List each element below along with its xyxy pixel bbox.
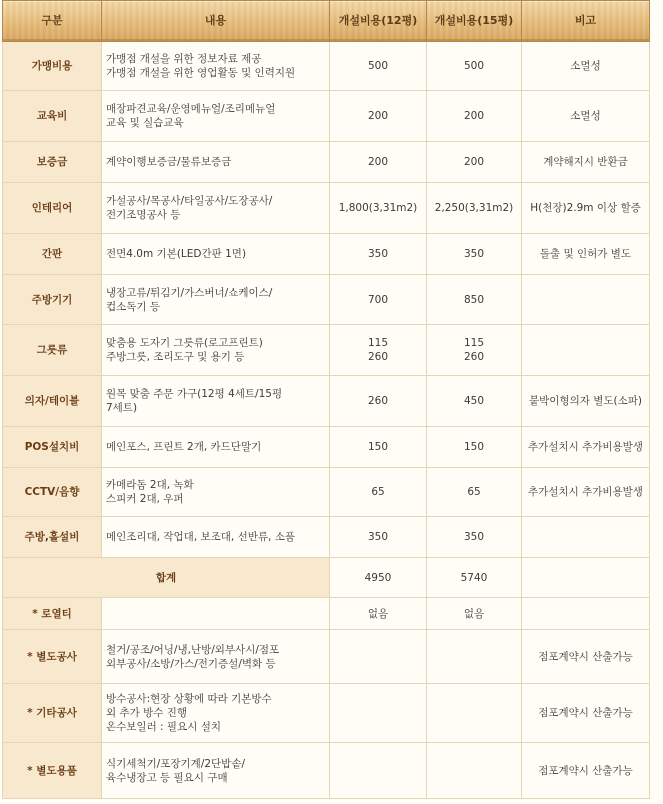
table-row [3, 42, 650, 91]
content-cell-line: 원목 맞춤 주문 가구(12평 4세트/15평 [106, 388, 283, 400]
content-cell [102, 91, 330, 142]
cost-15-cell [427, 325, 522, 376]
extra-note-cell: 점포계약시 산출가능 [522, 743, 650, 799]
content-cell [102, 427, 330, 468]
content-cell-line: 전기조명공사 등 [106, 209, 181, 221]
category-cell: 보증금 [3, 142, 102, 183]
category-cell: POS설치비 [3, 427, 102, 468]
extra-category-cell: * 로열티 [3, 598, 102, 630]
extra-content-cell-line: 방수공사:현장 상황에 따라 기본방수 [106, 693, 272, 705]
table-row [3, 234, 650, 275]
extra-content-cell-line: 철거/공조/어닝/냉,난방/외부사시/점포 [106, 643, 280, 656]
cost-15-cell [427, 275, 522, 325]
content-cell [102, 517, 330, 558]
cost-12-cell-line: 500 [367, 60, 389, 72]
cost-12-cell [330, 142, 427, 183]
extra-note-cell: 점포계약시 산출가능 [522, 630, 650, 684]
content-cell-line: 전면4.0m 기본(LED간판 1면) [106, 248, 247, 260]
cost-12-cell-line: 150 [367, 441, 389, 453]
note-cell [522, 275, 650, 325]
extra-content-cell [102, 598, 330, 630]
content-cell-line: 맞춤용 도자기 그릇류(로고프린트) [106, 337, 263, 349]
cost-15-cell [427, 183, 522, 234]
cost-12-cell-line: 65 [371, 486, 385, 498]
table-row [3, 468, 650, 517]
table-row [3, 183, 650, 234]
cost-15-cell-line: 200 [463, 110, 485, 122]
cost-12-cell-line: 1,800(3,31m2) [338, 202, 418, 214]
extra-cost-12-cell [330, 743, 427, 799]
category-cell: 주방기기 [3, 275, 102, 325]
note-cell: H(천장)2.9m 이상 할증 [522, 183, 650, 234]
total-cost-15: 5740 [427, 558, 522, 598]
extra-category-cell: * 기타공사 [3, 684, 102, 743]
cost-15-cell-line: 450 [463, 395, 485, 407]
note-cell: 추가설치시 추가비용발생 [522, 468, 650, 517]
content-cell-line: 가맹점 개설을 위한 영업활동 및 인력지원 [106, 67, 296, 79]
content-cell [102, 468, 330, 517]
table-row [3, 376, 650, 427]
note-cell: 소멸성 [522, 42, 650, 91]
extra-content-cell-line: 육수냉장고 등 필요시 구매 [106, 771, 228, 784]
table-row [3, 91, 650, 142]
cost-15-cell [427, 376, 522, 427]
cost-15-cell-line: 260 [463, 351, 485, 363]
cost-12-cell [330, 517, 427, 558]
content-cell [102, 142, 330, 183]
cost-12-cell [330, 468, 427, 517]
cost-15-cell-line: 65 [467, 486, 481, 498]
cost-12-cell-line: 115 [367, 337, 389, 349]
cost-15-cell-line: 150 [463, 441, 485, 453]
total-label: 합계 [3, 558, 330, 598]
header-cost-15: 개설비용(15평) [427, 1, 522, 42]
cost-12-cell-line: 700 [367, 293, 389, 306]
category-cell: 가맹비용 [3, 42, 102, 91]
cost-15-cell [427, 517, 522, 558]
cost-12-cell [330, 275, 427, 325]
cost-12-cell-line: 260 [367, 395, 389, 407]
category-cell: 교육비 [3, 91, 102, 142]
cost-15-cell [427, 468, 522, 517]
total-note [522, 558, 650, 598]
content-cell-line: 카메라돔 2대, 녹화 [106, 479, 194, 491]
note-cell: 소멸성 [522, 91, 650, 142]
cost-15-cell [427, 91, 522, 142]
cost-15-cell-line: 850 [463, 293, 485, 306]
table-row [3, 517, 650, 558]
header-category: 구분 [3, 1, 102, 42]
content-cell [102, 275, 330, 325]
extra-cost-12-cell: 없음 [330, 598, 427, 630]
content-cell-line: 메인포스, 프린트 2개, 카드단말기 [106, 441, 262, 453]
cost-15-cell-line: 500 [463, 60, 485, 72]
extra-cost-15-cell [427, 743, 522, 799]
category-cell: 간판 [3, 234, 102, 275]
header-note: 비고 [522, 1, 650, 42]
header-cost-12: 개설비용(12평) [330, 1, 427, 42]
cost-15-cell [427, 142, 522, 183]
cost-15-cell [427, 427, 522, 468]
extra-content-cell-line: 외 추가 방수 진행 [106, 707, 188, 719]
cost-12-cell-line: 260 [367, 351, 389, 363]
content-cell [102, 234, 330, 275]
extra-note-cell [522, 598, 650, 630]
content-cell-line: 냉장고류/튀김기/가스버너/쇼케이스/ [106, 286, 273, 299]
note-cell: 추가설치시 추가비용발생 [522, 427, 650, 468]
cost-15-cell-line: 2,250(3,31m2) [434, 202, 514, 214]
cost-12-cell [330, 325, 427, 376]
note-cell [522, 325, 650, 376]
extra-note-cell: 점포계약시 산출가능 [522, 684, 650, 743]
cost-15-cell-line: 115 [463, 337, 485, 349]
extra-content-cell [102, 630, 330, 684]
header-row [3, 1, 650, 42]
cost-12-cell [330, 183, 427, 234]
cost-12-cell-line: 350 [367, 531, 389, 543]
extra-content-cell-line: 온수보일러 : 필요시 설치 [106, 721, 221, 733]
extra-content-cell [102, 684, 330, 743]
cost-12-cell [330, 376, 427, 427]
cost-15-cell [427, 42, 522, 91]
extra-row [3, 598, 650, 630]
category-cell: CCTV/음향 [3, 468, 102, 517]
note-cell: 돌출 및 인허가 별도 [522, 234, 650, 275]
extra-row [3, 743, 650, 799]
content-cell-line: 가설공사/목공사/타일공사/도장공사/ [106, 195, 273, 207]
extra-row [3, 684, 650, 743]
cost-12-cell [330, 42, 427, 91]
extra-content-cell-line: 식기세척기/포장기계/2단밥솥/ [106, 757, 246, 770]
note-cell: 붙박이형의자 별도(소파) [522, 376, 650, 427]
category-cell: 인테리어 [3, 183, 102, 234]
content-cell-line: 가맹점 개설을 위한 정보자료 제공 [106, 53, 262, 65]
content-cell-line: 주방그릇, 조리도구 및 용기 등 [106, 351, 245, 363]
content-cell [102, 183, 330, 234]
content-cell-line: 매장파견교육/운영메뉴얼/조리메뉴얼 [106, 103, 276, 115]
extra-category-cell: * 별도공사 [3, 630, 102, 684]
content-cell-line: 7세트) [106, 402, 138, 414]
extra-cost-12-cell [330, 684, 427, 743]
extra-cost-15-cell [427, 630, 522, 684]
cost-12-cell [330, 91, 427, 142]
table-row [3, 325, 650, 376]
note-cell [522, 517, 650, 558]
cost-12-cell-line: 350 [367, 248, 389, 260]
total-row [3, 558, 650, 598]
cost-12-cell-line: 200 [367, 110, 389, 122]
cost-15-cell-line: 350 [463, 531, 485, 543]
note-cell: 계약해지시 반환금 [522, 142, 650, 183]
cost-15-cell-line: 200 [463, 156, 485, 168]
table-row [3, 142, 650, 183]
extra-cost-15-cell: 없음 [427, 598, 522, 630]
cost-12-cell [330, 234, 427, 275]
category-cell: 그릇류 [3, 325, 102, 376]
content-cell-line: 스피커 2대, 우퍼 [106, 493, 184, 505]
content-cell-line: 교육 및 실습교육 [106, 117, 184, 129]
table-row [3, 427, 650, 468]
franchise-cost-table [2, 0, 650, 799]
content-cell [102, 325, 330, 376]
cost-15-cell-line: 350 [463, 248, 485, 260]
extra-content-cell-line: 외부공사/소방/가스/전기증설/벽화 등 [106, 657, 276, 670]
content-cell-line: 메인조리대, 작업대, 보조대, 선반류, 소품 [106, 531, 295, 543]
category-cell: 주방,홀설비 [3, 517, 102, 558]
extra-category-cell: * 별도용품 [3, 743, 102, 799]
content-cell [102, 376, 330, 427]
extra-row [3, 630, 650, 684]
content-cell-line: 컵소독기 등 [106, 300, 161, 313]
content-cell [102, 42, 330, 91]
extra-content-cell [102, 743, 330, 799]
extra-cost-12-cell [330, 630, 427, 684]
cost-12-cell [330, 427, 427, 468]
extra-cost-15-cell [427, 684, 522, 743]
cost-15-cell [427, 234, 522, 275]
table-row [3, 275, 650, 325]
content-cell-line: 계약이행보증금/물류보증금 [106, 156, 232, 168]
category-cell: 의자/테이블 [3, 376, 102, 427]
header-content: 내용 [102, 1, 330, 42]
total-cost-12: 4950 [330, 558, 427, 598]
cost-12-cell-line: 200 [367, 156, 389, 168]
